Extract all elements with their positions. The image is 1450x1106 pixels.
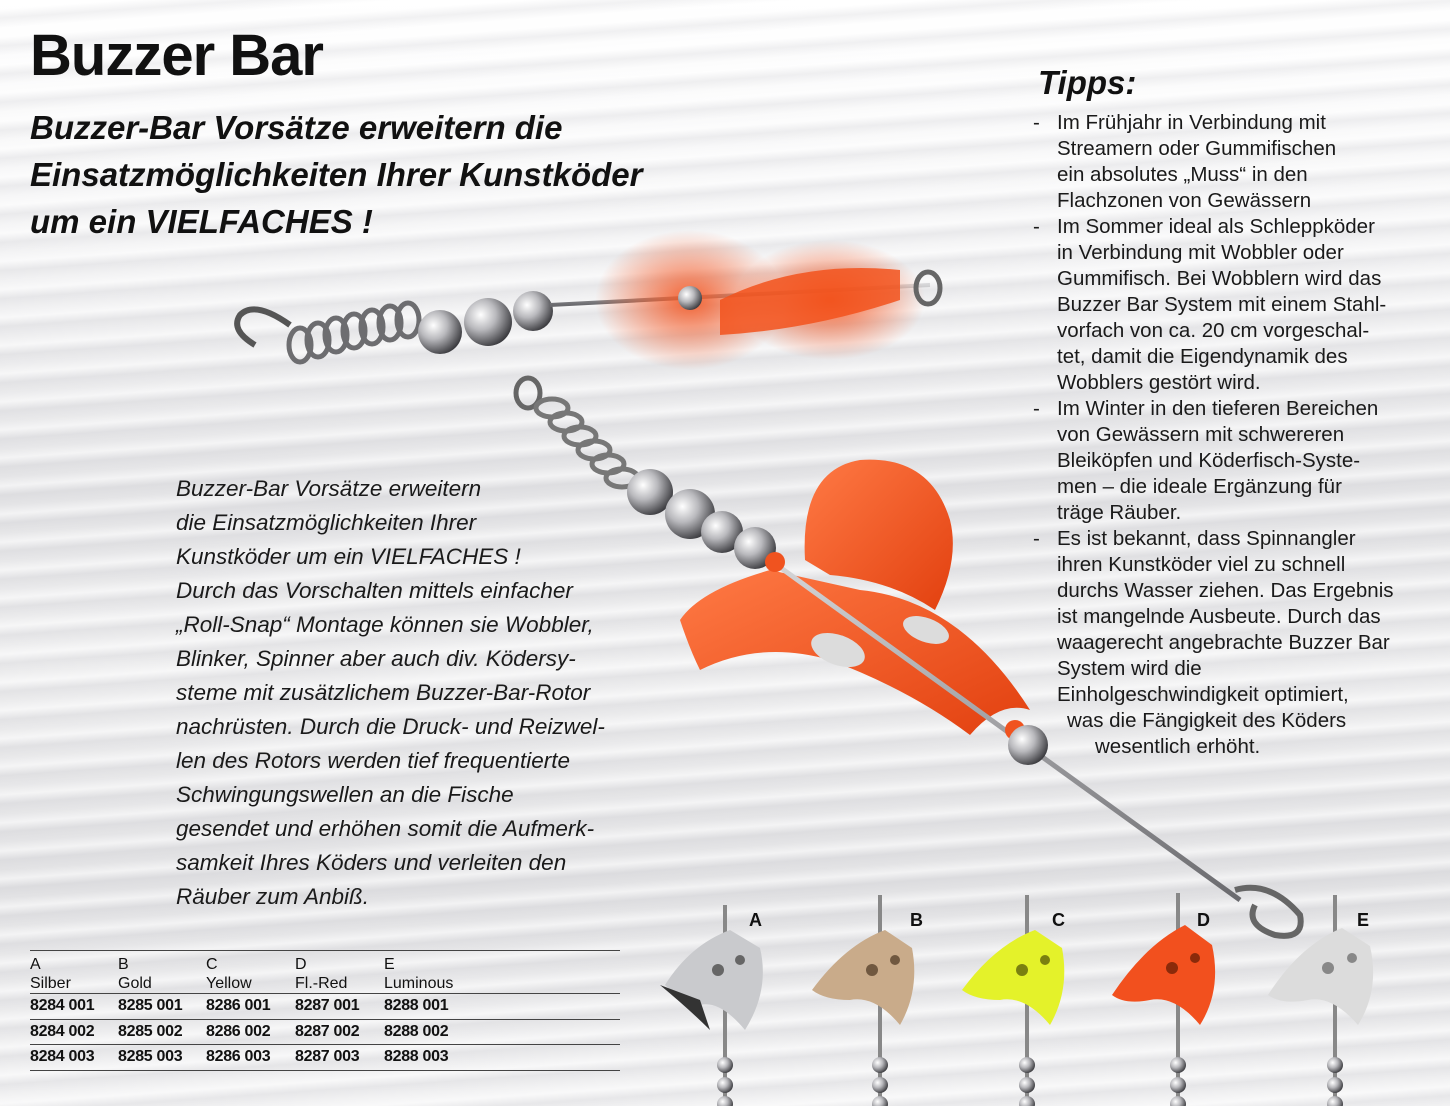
table-cell: 8287 002 bbox=[295, 1022, 360, 1040]
description-line: Schwingungswellen an die Fische bbox=[176, 782, 514, 807]
tip-line: vorfach von ca. 20 cm vorgeschal- bbox=[1057, 319, 1370, 342]
tip-line: - Es ist bekannt, dass Spinnangler bbox=[1057, 527, 1356, 550]
product-table bbox=[30, 950, 620, 1071]
description-line: Buzzer-Bar Vorsätze erweitern bbox=[176, 476, 482, 501]
description-line: Kunstköder um ein VIELFACHES ! bbox=[176, 544, 521, 569]
tip-line: ist mangelnde Ausbeute. Durch das bbox=[1057, 605, 1381, 628]
tip-line: Flachzonen von Gewässern bbox=[1057, 189, 1312, 212]
table-row bbox=[30, 1019, 620, 1045]
table-cell: 8284 001 bbox=[30, 997, 95, 1015]
spring-coil bbox=[289, 303, 419, 362]
table-cell: 8285 003 bbox=[118, 1048, 183, 1066]
column-header bbox=[206, 951, 295, 994]
column-color: Yellow bbox=[206, 975, 252, 992]
table-cell: 8286 001 bbox=[206, 997, 271, 1015]
variant-letter-a: A bbox=[749, 910, 762, 930]
variant-c-image bbox=[962, 895, 1064, 1106]
tip-line: in Verbindung mit Wobbler oder bbox=[1057, 241, 1344, 264]
tip-item bbox=[1030, 526, 1440, 760]
tip-line: Gummifisch. Bei Wobblern wird das bbox=[1057, 267, 1382, 290]
tip-line: Buzzer Bar System mit einem Stahl- bbox=[1057, 293, 1387, 316]
variant-letter-b: B bbox=[910, 910, 923, 930]
spinning-lure-image bbox=[237, 230, 940, 370]
tip-line: - Im Frühjahr in Verbindung mit bbox=[1057, 111, 1326, 134]
column-color: Silber bbox=[30, 975, 71, 992]
description-line: gesendet und erhöhen somit die Aufmerk- bbox=[176, 816, 595, 841]
table-cell: 8288 003 bbox=[384, 1048, 449, 1066]
column-header bbox=[118, 951, 206, 994]
tip-item bbox=[1030, 110, 1440, 214]
tip-line: Wobblers gestört wird. bbox=[1057, 371, 1261, 394]
table-cell: 8288 001 bbox=[384, 997, 449, 1015]
tip-line: wesentlich erhöht. bbox=[1095, 735, 1261, 758]
tip-line: durchs Wasser ziehen. Das Ergebnis bbox=[1057, 579, 1394, 602]
variant-a-image bbox=[660, 905, 763, 1106]
table-cell: 8287 001 bbox=[295, 997, 360, 1015]
column-letter: C bbox=[206, 956, 218, 973]
description-line: steme mit zusätzlichem Buzzer-Bar-Rotor bbox=[176, 680, 591, 705]
column-letter: B bbox=[118, 956, 129, 973]
subtitle bbox=[30, 104, 730, 245]
table-cell: 8284 002 bbox=[30, 1022, 95, 1040]
tip-line: was die Fängigkeit des Köders bbox=[1067, 709, 1347, 732]
table-cell: 8288 002 bbox=[384, 1022, 449, 1040]
subtitle-line: Einsatzmöglichkeiten Ihrer Kunstköder bbox=[30, 156, 643, 193]
column-letter: E bbox=[384, 956, 395, 973]
column-color: Fl.-Red bbox=[295, 975, 348, 992]
tip-line: - Im Sommer ideal als Schleppköder bbox=[1057, 215, 1375, 238]
description-line: die Einsatzmöglichkeiten Ihrer bbox=[176, 510, 477, 535]
description-line: Durch das Vorschalten mittels einfacher bbox=[176, 578, 573, 603]
tips-list bbox=[1030, 110, 1440, 760]
tip-line: ein absolutes „Muss“ in den bbox=[1057, 163, 1308, 186]
tip-line: tet, damit die Eigendynamik des bbox=[1057, 345, 1348, 368]
table-cell: 8285 001 bbox=[118, 997, 183, 1015]
tip-line: Einholgeschwindigkeit optimiert, bbox=[1057, 683, 1349, 706]
description-line: „Roll-Snap“ Montage können sie Wobbler, bbox=[176, 612, 594, 637]
variant-letter-c: C bbox=[1052, 910, 1065, 930]
table-row bbox=[30, 994, 620, 1020]
table-header-row bbox=[30, 951, 620, 994]
tip-line: träge Räuber. bbox=[1057, 501, 1182, 524]
tip-line: ihren Kunstköder viel zu schnell bbox=[1057, 553, 1346, 576]
column-header bbox=[295, 951, 384, 994]
tip-line: von Gewässern mit schwereren bbox=[1057, 423, 1345, 446]
tips-title: Tipps: bbox=[1038, 64, 1137, 101]
tip-line: System wird die bbox=[1057, 657, 1202, 680]
table-cell: 8286 003 bbox=[206, 1048, 271, 1066]
tip-line: - Im Winter in den tieferen Bereichen bbox=[1057, 397, 1379, 420]
table-cell: 8285 002 bbox=[118, 1022, 183, 1040]
description-line: Räuber zum Anbiß. bbox=[176, 884, 369, 909]
column-letter: D bbox=[295, 956, 307, 973]
description-text bbox=[176, 472, 646, 914]
subtitle-line: um ein VIELFACHES ! bbox=[30, 203, 373, 240]
description-line: samkeit Ihres Köders und verleiten den bbox=[176, 850, 567, 875]
variant-b-image bbox=[812, 895, 914, 1106]
description-line: len des Rotors werden tief frequentierte bbox=[176, 748, 570, 773]
column-header bbox=[30, 951, 118, 994]
tip-item bbox=[1030, 396, 1440, 526]
tip-line: men – die ideale Ergänzung für bbox=[1057, 475, 1342, 498]
subtitle-line: Buzzer-Bar Vorsätze erweitern die bbox=[30, 109, 563, 146]
table-cell: 8287 003 bbox=[295, 1048, 360, 1066]
variant-letter-e: E bbox=[1357, 910, 1370, 930]
column-header bbox=[384, 951, 620, 994]
description-line: nachrüsten. Durch die Druck- und Reizwel- bbox=[176, 714, 605, 739]
tip-line: waagerecht angebrachte Buzzer Bar bbox=[1057, 631, 1390, 654]
column-color: Gold bbox=[118, 975, 152, 992]
table-cell: 8284 003 bbox=[30, 1048, 95, 1066]
variant-letter-d: D bbox=[1197, 910, 1210, 930]
table-row bbox=[30, 1045, 620, 1071]
description-line: Blinker, Spinner aber auch div. Ködersy- bbox=[176, 646, 576, 671]
tip-line: Bleiköpfen und Köderfisch-Syste- bbox=[1057, 449, 1361, 472]
tip-item bbox=[1030, 214, 1440, 396]
page-title: Buzzer Bar bbox=[30, 23, 323, 88]
column-color: Luminous bbox=[384, 975, 454, 992]
column-letter: A bbox=[30, 956, 41, 973]
table-cell: 8286 002 bbox=[206, 1022, 271, 1040]
tip-line: Streamern oder Gummifischen bbox=[1057, 137, 1337, 160]
